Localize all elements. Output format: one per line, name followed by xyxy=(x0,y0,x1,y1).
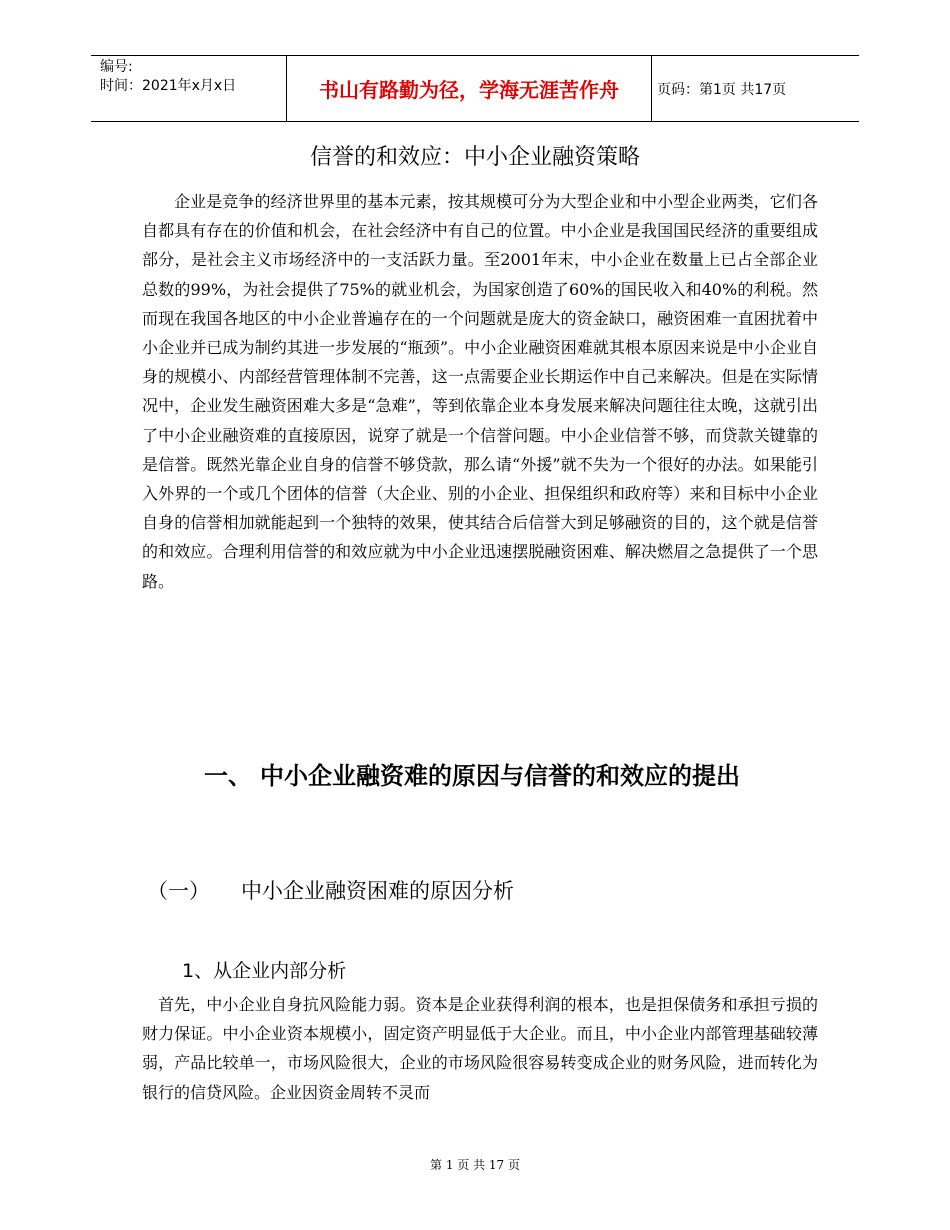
header-page-info: 页码：第1页 共17页 xyxy=(657,82,787,98)
document-header xyxy=(91,55,859,122)
document-title: 信誉的和效应：中小企业融资策略 xyxy=(309,145,640,170)
subsection-number: （一） xyxy=(147,879,210,903)
section-heading xyxy=(204,760,740,792)
subsection-title: 中小企业融资困难的原因分析 xyxy=(241,879,514,903)
intro-paragraph: 企业是竞争的经济世界里的基本元素，按其规模可分为大型企业和中小型企业两类，它们各自都具有存在的价值和机会，在社会经济中有自己的位置。中小企业是我国国民经济的重要组成部分，是社会主义市场经济中的一支活跃力量。至2001年末，中小企业在数量上已占全部企业总数的99%，为社会提供了75%的就业机会，为国家创造了60%的国民收入和40%的利税。然而现在我国各地区的中小企业普遍存在的一个问题就是庞大的资金缺口，融资困难一直困扰着中小企业并已成为制约其进一步发展的“瓶颈”。中小企业融资困难就其根本原因来说是中小企业自身的规模小、内部经营管理体制不完善，这一点需要企业长期运作中自己来解决。但是在实际情况中，企业发生融资困难大多是“急难”，等到依靠企业本身发展来解决问题往往太晚，这就引出了中小企业融资难的直接原因，说穿了就是一个信誉问题。中小企业信誉不够，而贷款关键靠的是信誉。既然光靠企业自身的信誉不够贷款，那么请“外援”就不失为一个很好的办法。如果能引入外界的一个或几个团体的信誉（大企业、别的小企业、担保组织和政府等）来和目标中小企业自身的信誉相加就能起到一个独特的效果，使其结合后信誉大到足够融资的目的，这个就是信誉的和效应。合理利用信誉的和效应就为中小企业迅速摆脱融资困难、解决燃眉之急提供了一个思路。 xyxy=(142,192,818,591)
subsubsection-heading: 1、从企业内部分析 xyxy=(182,960,347,982)
header-motto: 书山有路勤为径，学海无涯苦作舟 xyxy=(319,78,619,102)
section-title: 中小企业融资难的原因与信誉的和效应的提出 xyxy=(260,762,740,790)
section-number: 一、 xyxy=(204,762,252,790)
header-meta xyxy=(100,58,236,96)
subsection-heading xyxy=(147,877,514,905)
number-label: 编号: xyxy=(100,59,133,75)
body-paragraph: 首先，中小企业自身抗风险能力弱。资本是企业获得利润的根本，也是担保债务和承担亏损的财力保证。中小企业资本规模小，固定资产明显低于大企业。而且，中小企业内部管理基础较薄弱，产品比较单一，市场风险很大，企业的市场风险很容易转变成企业的财务风险，进而转化为银行的信贷风险。企业因资金周转不灵而 xyxy=(142,995,818,1102)
time-label: 时间：2021年x月x日 xyxy=(100,78,237,94)
header-motto-cell xyxy=(286,56,652,121)
page-footer: 第 1 页 共 17 页 xyxy=(430,1158,520,1172)
